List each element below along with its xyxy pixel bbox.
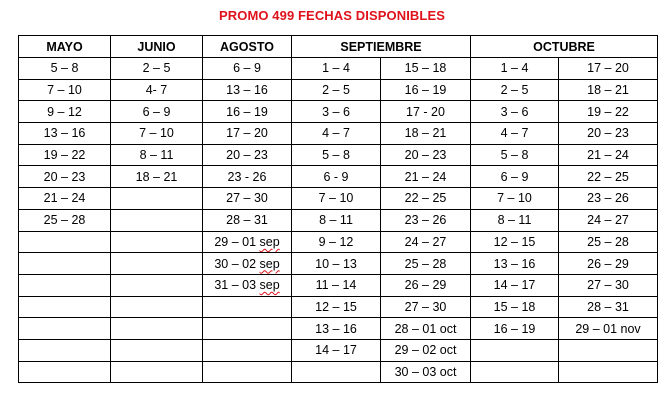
header-junio: JUNIO: [111, 36, 203, 58]
cell-octubre-b: 22 – 25: [559, 166, 658, 188]
cell-octubre-b: 18 – 21: [559, 79, 658, 101]
cell-octubre-a: 8 – 11: [471, 209, 559, 231]
cell-agosto: 29 – 01 sep: [203, 231, 292, 253]
header-row: [19, 36, 658, 58]
cell-mayo: [19, 318, 111, 340]
table-row: [19, 296, 658, 318]
cell-agosto: [203, 361, 292, 383]
cell-octubre-a: 2 – 5: [471, 79, 559, 101]
header-mayo: MAYO: [19, 36, 111, 58]
table-row: [19, 58, 658, 80]
header-octubre: OCTUBRE: [471, 36, 658, 58]
cell-septiembre-b: 18 – 21: [381, 123, 471, 145]
cell-septiembre-b: 20 – 23: [381, 144, 471, 166]
cell-agosto: 31 – 03 sep: [203, 274, 292, 296]
cell-septiembre-b: 28 – 01 oct: [381, 318, 471, 340]
table-body: [19, 58, 658, 383]
cell-agosto: 20 – 23: [203, 144, 292, 166]
cell-octubre-a: 4 – 7: [471, 123, 559, 145]
cell-septiembre-a: 13 – 16: [292, 318, 381, 340]
table-row: [19, 144, 658, 166]
cell-junio: 18 – 21: [111, 166, 203, 188]
cell-junio: [111, 253, 203, 275]
cell-octubre-a: 3 – 6: [471, 101, 559, 123]
spellcheck-word: sep: [259, 256, 280, 271]
cell-septiembre-a: 2 – 5: [292, 79, 381, 101]
cell-junio: 7 – 10: [111, 123, 203, 145]
spellcheck-word: sep: [259, 234, 280, 249]
page-title: PROMO 499 FECHAS DISPONIBLES: [218, 8, 445, 23]
cell-octubre-b: 26 – 29: [559, 253, 658, 275]
cell-octubre-b: 28 – 31: [559, 296, 658, 318]
cell-octubre-a: [471, 339, 559, 361]
cell-septiembre-a: [292, 361, 381, 383]
cell-octubre-a: 7 – 10: [471, 188, 559, 210]
cell-mayo: [19, 274, 111, 296]
cell-mayo: 13 – 16: [19, 123, 111, 145]
cell-junio: [111, 339, 203, 361]
table-row: [19, 166, 658, 188]
cell-octubre-b: 27 – 30: [559, 274, 658, 296]
spellcheck-word: sep: [259, 278, 280, 293]
cell-septiembre-a: 8 – 11: [292, 209, 381, 231]
table-row: [19, 188, 658, 210]
cell-septiembre-b: 30 – 03 oct: [381, 361, 471, 383]
cell-septiembre-a: 12 – 15: [292, 296, 381, 318]
cell-junio: 6 – 9: [111, 101, 203, 123]
header-agosto: AGOSTO: [203, 36, 292, 58]
dates-table: [18, 35, 658, 383]
cell-octubre-a: 1 – 4: [471, 58, 559, 80]
cell-octubre-b: 21 – 24: [559, 144, 658, 166]
cell-septiembre-b: 25 – 28: [381, 253, 471, 275]
cell-septiembre-b: 24 – 27: [381, 231, 471, 253]
table-row: [19, 318, 658, 340]
cell-mayo: 19 – 22: [19, 144, 111, 166]
cell-octubre-b: [559, 361, 658, 383]
cell-agosto: 13 – 16: [203, 79, 292, 101]
cell-mayo: [19, 361, 111, 383]
cell-octubre-b: 29 – 01 nov: [559, 318, 658, 340]
cell-agosto: [203, 296, 292, 318]
cell-octubre-b: 23 – 26: [559, 188, 658, 210]
cell-octubre-a: 13 – 16: [471, 253, 559, 275]
cell-agosto: 23 - 26: [203, 166, 292, 188]
cell-septiembre-b: 26 – 29: [381, 274, 471, 296]
cell-septiembre-b: 17 - 20: [381, 101, 471, 123]
cell-octubre-b: 17 – 20: [559, 58, 658, 80]
cell-octubre-a: 14 – 17: [471, 274, 559, 296]
cell-septiembre-b: 21 – 24: [381, 166, 471, 188]
cell-septiembre-a: 4 – 7: [292, 123, 381, 145]
cell-junio: [111, 318, 203, 340]
cell-octubre-a: [471, 361, 559, 383]
table-row: [19, 79, 658, 101]
cell-octubre-b: 25 – 28: [559, 231, 658, 253]
table-row: [19, 253, 658, 275]
cell-septiembre-a: 6 - 9: [292, 166, 381, 188]
cell-agosto: 6 – 9: [203, 58, 292, 80]
table-row: [19, 339, 658, 361]
table-row: [19, 231, 658, 253]
cell-mayo: 9 – 12: [19, 101, 111, 123]
cell-junio: 8 – 11: [111, 144, 203, 166]
cell-mayo: 25 – 28: [19, 209, 111, 231]
cell-agosto: 28 – 31: [203, 209, 292, 231]
cell-octubre-a: 12 – 15: [471, 231, 559, 253]
cell-octubre-a: 6 – 9: [471, 166, 559, 188]
cell-septiembre-b: 15 – 18: [381, 58, 471, 80]
cell-septiembre-a: 3 – 6: [292, 101, 381, 123]
table-row: [19, 361, 658, 383]
cell-septiembre-a: 5 – 8: [292, 144, 381, 166]
cell-mayo: 5 – 8: [19, 58, 111, 80]
cell-agosto: 27 – 30: [203, 188, 292, 210]
cell-octubre-a: 15 – 18: [471, 296, 559, 318]
cell-junio: [111, 361, 203, 383]
table-row: [19, 209, 658, 231]
table-row: [19, 101, 658, 123]
cell-junio: [111, 188, 203, 210]
cell-septiembre-b: 29 – 02 oct: [381, 339, 471, 361]
cell-septiembre-b: 27 – 30: [381, 296, 471, 318]
cell-mayo: 7 – 10: [19, 79, 111, 101]
cell-mayo: [19, 339, 111, 361]
header-septiembre: SEPTIEMBRE: [292, 36, 471, 58]
cell-mayo: [19, 253, 111, 275]
cell-septiembre-b: 22 – 25: [381, 188, 471, 210]
cell-septiembre-b: 16 – 19: [381, 79, 471, 101]
cell-septiembre-a: 14 – 17: [292, 339, 381, 361]
cell-mayo: 20 – 23: [19, 166, 111, 188]
cell-agosto: 30 – 02 sep: [203, 253, 292, 275]
cell-octubre-a: 16 – 19: [471, 318, 559, 340]
cell-octubre-b: 20 – 23: [559, 123, 658, 145]
cell-agosto: [203, 318, 292, 340]
cell-agosto: 16 – 19: [203, 101, 292, 123]
table-row: [19, 274, 658, 296]
cell-agosto: 17 – 20: [203, 123, 292, 145]
cell-junio: [111, 296, 203, 318]
cell-mayo: [19, 231, 111, 253]
cell-junio: [111, 209, 203, 231]
cell-septiembre-a: 10 – 13: [292, 253, 381, 275]
cell-septiembre-a: 7 – 10: [292, 188, 381, 210]
cell-septiembre-a: 1 – 4: [292, 58, 381, 80]
table-row: [19, 123, 658, 145]
cell-mayo: [19, 296, 111, 318]
cell-octubre-b: 19 – 22: [559, 101, 658, 123]
cell-junio: 2 – 5: [111, 58, 203, 80]
cell-octubre-b: 24 – 27: [559, 209, 658, 231]
cell-septiembre-b: 23 – 26: [381, 209, 471, 231]
cell-septiembre-a: 9 – 12: [292, 231, 381, 253]
cell-octubre-a: 5 – 8: [471, 144, 559, 166]
cell-mayo: 21 – 24: [19, 188, 111, 210]
cell-septiembre-a: 11 – 14: [292, 274, 381, 296]
cell-octubre-b: [559, 339, 658, 361]
cell-junio: [111, 274, 203, 296]
cell-agosto: [203, 339, 292, 361]
cell-junio: 4- 7: [111, 79, 203, 101]
cell-junio: [111, 231, 203, 253]
